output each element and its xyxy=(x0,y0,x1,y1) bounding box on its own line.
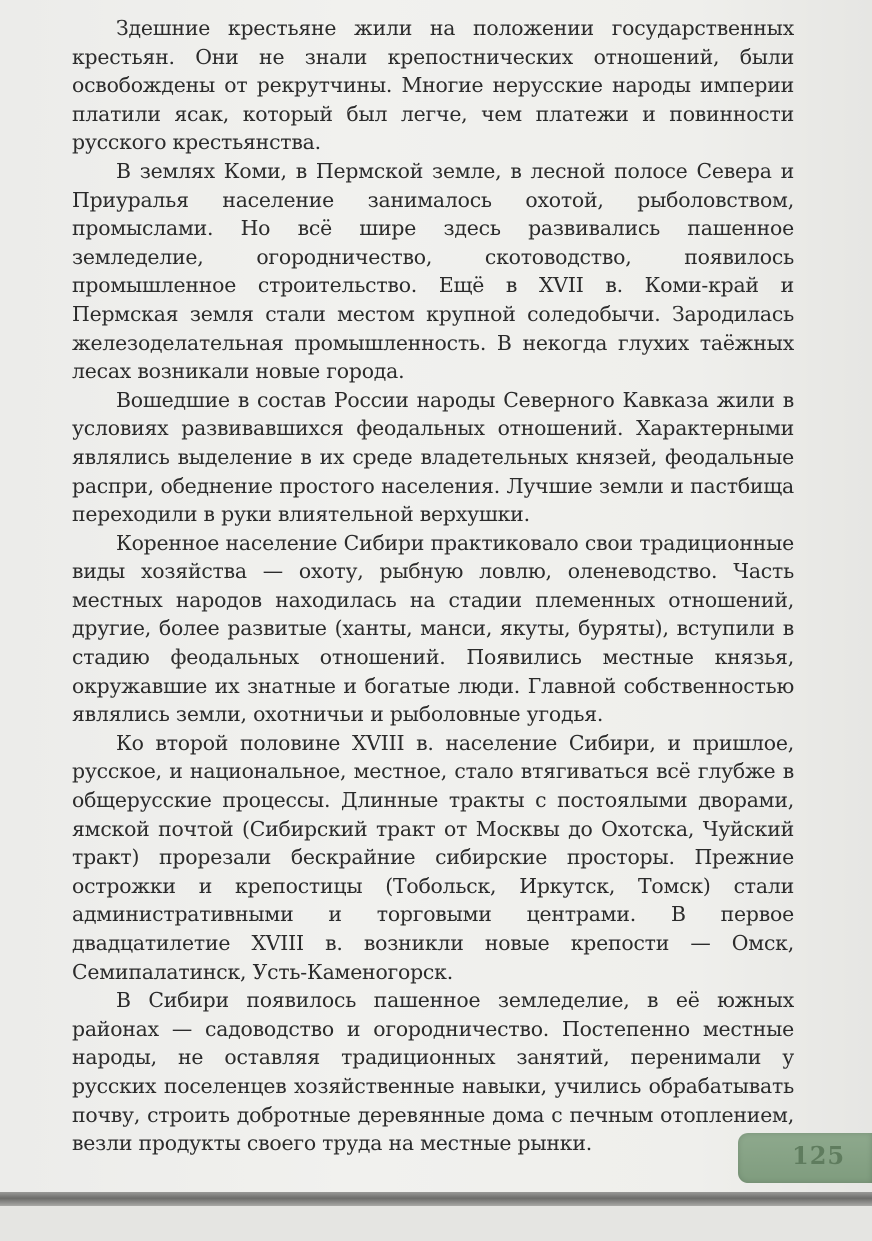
paragraph-4: Коренное население Сибири практиковало свои традиционные виды хозяйства — охоту, рыбную ловлю, оленеводство. Часть местных народов находилась на стадии племенных отношений, другие, более развитые (ханты, манси, якуты, буряты), вступили в стадию феодальных отношений. Появились местные князья, окружавшие их знатные и богатые люди. Главной собственностью являлись земли, охотничьи и рыболовные угодья. xyxy=(72,530,794,727)
paragraph-1: Здешние крестьяне жили на положении государственных крестьян. Они не знали крепостнических отношений, были освобождены от рекрутчины. Многие нерусские народы империи платили ясак, который был легче, чем платежи и повинности русского крестьянства. xyxy=(72,16,794,155)
page-edge-shadow xyxy=(0,1192,872,1206)
body-text xyxy=(72,14,794,1158)
page-number: 125 xyxy=(792,1141,846,1170)
paragraph-5: Ко второй половине XVIII в. население Сибири, и пришлое, русское, и национальное, местное, стало втягиваться всё глубже в общерусские процессы. Длинные тракты с постоялыми дворами, ямской почтой (Сибирский тракт от Москвы до Охотска, Чуйский тракт) прорезали бескрайние сибирские просторы. Прежние острожки и крепостицы (Тобольск, Иркутск, Томск) стали административными и торговыми центрами. В первое двадцатилетие XVIII в. возникли новые крепости — Омск, Семипалатинск, Усть-Каменогорск. xyxy=(72,730,794,984)
paragraph-3: Вошедшие в состав России народы Северного Кавказа жили в условиях развивавшихся феодальных отношений. Характерными являлись выделение в их среде владетельных князей, феодальные распри, обеднение простого населения. Лучшие земли и пастбища переходили в руки влиятельной верхушки. xyxy=(72,387,794,527)
paragraph-6: В Сибири появилось пашенное земледелие, в её южных районах — садоводство и огородничество. Постепенно местные народы, не оставляя традиционных занятий, перенимали у русских поселенцев хозяйственные навыки, учились обрабатывать почву, строить добротные деревянные дома с печным отоплением, везли продукты своего труда на местные рынки. xyxy=(72,988,794,1156)
paragraph-2: В землях Коми, в Пермской земле, в лесной полосе Севера и Приуралья население занималось охотой, рыболовством, промыслами. Но всё шире здесь развивались пашенное земледелие, огородничество, скотоводство, появилось промышленное строительство. Ещё в XVII в. Коми-край и Пермская земля стали местом крупной соледобычи. Зародилась железоделательная промышленность. В некогда глухих таёжных лесах возникали новые города. xyxy=(72,158,794,384)
scan-bottom-margin xyxy=(0,1206,872,1241)
